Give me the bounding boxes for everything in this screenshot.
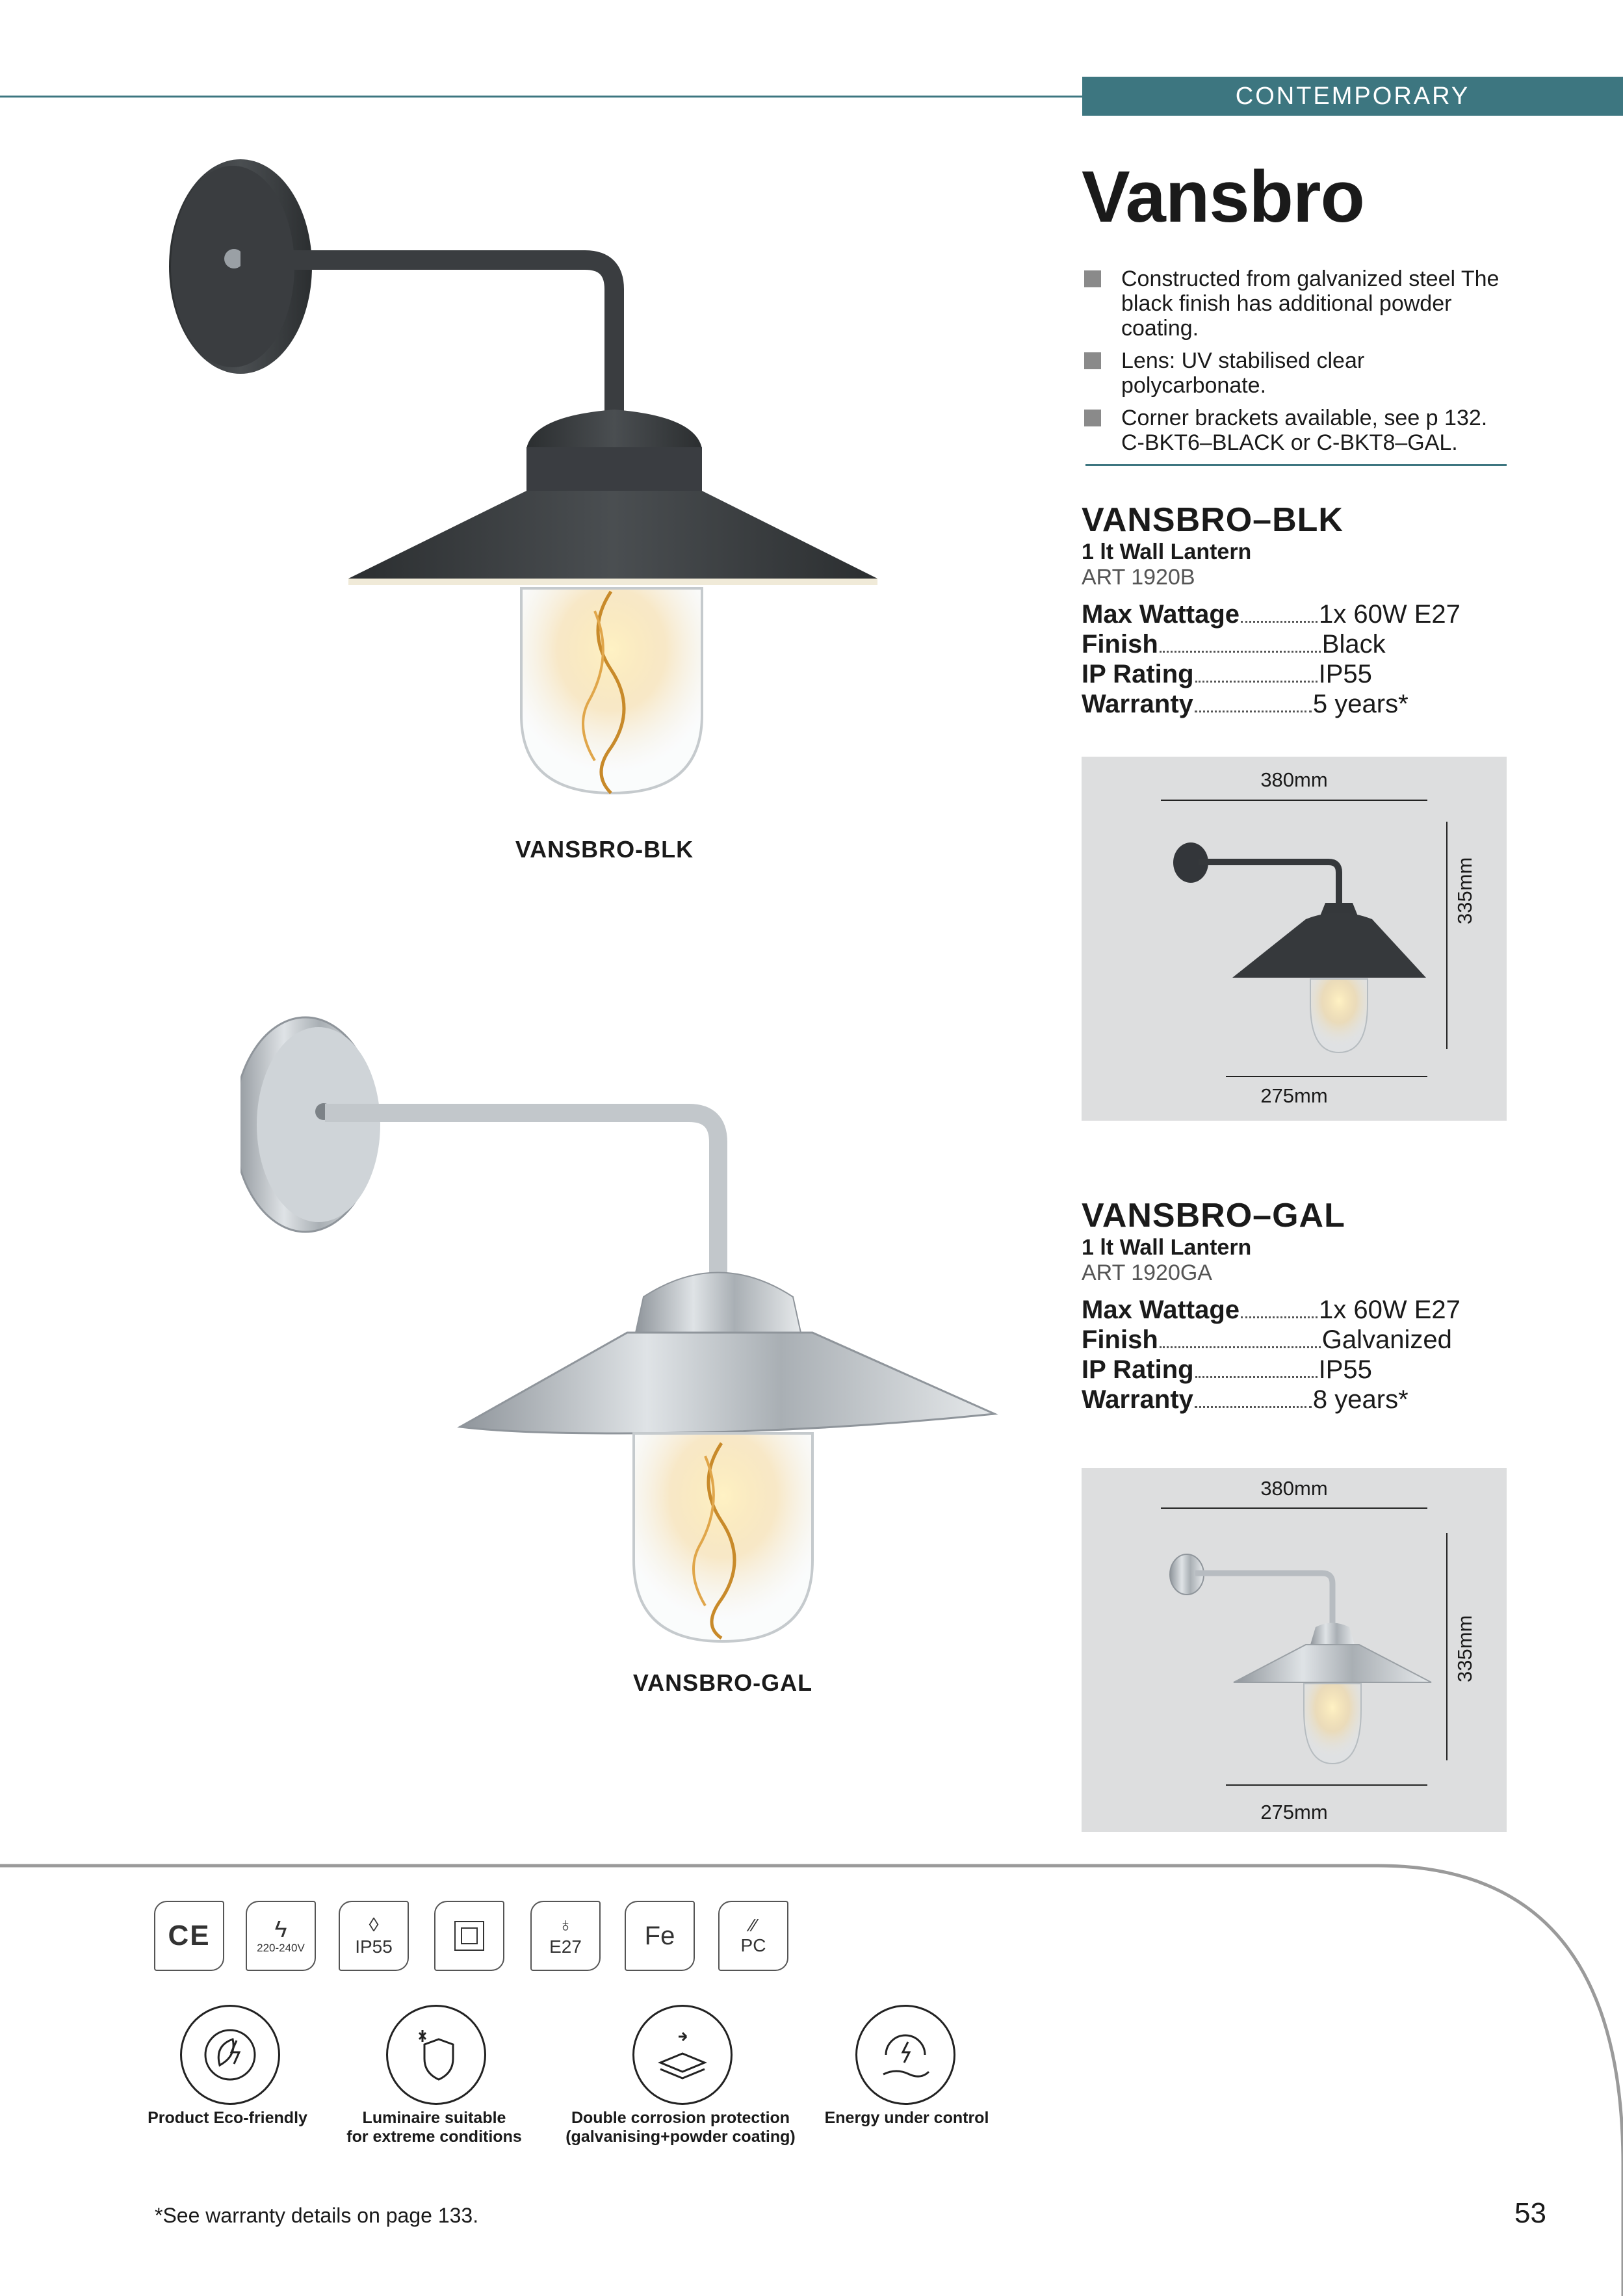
- category-tag: CONTEMPORARY: [1082, 77, 1623, 116]
- page-number: 53: [1514, 2197, 1546, 2229]
- iron-badge: Fe: [625, 1901, 695, 1971]
- eco-friendly-icon: [180, 2005, 280, 2105]
- product-gal-specs: [1082, 1295, 1472, 1415]
- spec-row: IP Rating IP55: [1082, 660, 1372, 688]
- bullet-square-icon: [1084, 352, 1101, 369]
- energy-control-icon: [855, 2005, 955, 2105]
- bullet-square-icon: [1084, 410, 1101, 426]
- extreme-conditions-label: Luminaire suitable for extreme conditions: [346, 2109, 522, 2146]
- feature-item: Corner brackets available, see p 132. C-BKT6–BLACK or C-BKT8–GAL.: [1082, 406, 1511, 455]
- dim-height-label: 335mm: [1453, 1615, 1476, 1682]
- corrosion-protection-label: Double corrosion protection (galvanising+powder coating): [565, 2109, 796, 2146]
- product-gal-caption: VANSBRO-GAL: [632, 1669, 813, 1696]
- product-blk-name: VANSBRO–BLK: [1082, 501, 1344, 539]
- lightning-icon: ϟ: [274, 1916, 287, 1942]
- spec-row: Max Wattage 1x 60W E27: [1082, 1296, 1461, 1324]
- spec-row: Warranty 8 years*: [1082, 1385, 1409, 1414]
- dim-width-label: 380mm: [1260, 768, 1328, 791]
- product-gal-image: [240, 1001, 1020, 1677]
- bulb-icon: ♁: [558, 1914, 573, 1936]
- e27-badge: ♁ E27: [530, 1901, 601, 1971]
- product-title: Vansbro: [1082, 156, 1364, 237]
- bullet-square-icon: [1084, 270, 1101, 287]
- product-blk-type: 1 lt Wall Lantern: [1082, 540, 1252, 564]
- dim-depth-label: 275mm: [1260, 1801, 1328, 1823]
- feature-list: [1082, 267, 1511, 463]
- eco-friendly-label: Product Eco-friendly: [148, 2109, 307, 2127]
- product-blk-image: [130, 143, 910, 832]
- product-blk-block: [1082, 501, 1472, 719]
- voltage-badge: ϟ 220-240V: [246, 1901, 316, 1971]
- product-blk-art: ART 1920B: [1082, 565, 1195, 590]
- product-blk-dimension-diagram: [1082, 757, 1507, 1121]
- corrosion-protection-icon: [632, 2005, 733, 2105]
- spec-row: Finish Galvanized: [1082, 1325, 1452, 1354]
- product-blk-specs: [1082, 599, 1472, 719]
- spec-row: IP Rating IP55: [1082, 1355, 1372, 1384]
- class-two-badge: [434, 1901, 504, 1971]
- product-gal-name: VANSBRO–GAL: [1082, 1197, 1345, 1234]
- feature-item: Lens: UV stabilised clear polycarbonate.: [1082, 348, 1511, 398]
- ip-rating-badge: ◊ IP55: [339, 1901, 409, 1971]
- feature-item: Constructed from galvanized steel The black finish has additional powder coating.: [1082, 267, 1511, 341]
- dim-height-label: 335mm: [1453, 857, 1476, 924]
- spec-row: Warranty 5 years*: [1082, 690, 1409, 718]
- product-blk-caption: VANSBRO-BLK: [515, 836, 694, 863]
- ce-mark-badge: CE: [154, 1901, 224, 1971]
- section-divider: [1085, 464, 1507, 466]
- polycarbonate-badge: ⁄⁄ PC: [718, 1901, 788, 1971]
- energy-control-label: Energy under control: [824, 2109, 989, 2127]
- warranty-footnote: *See warranty details on page 133.: [155, 2204, 479, 2227]
- product-gal-type: 1 lt Wall Lantern: [1082, 1235, 1252, 1260]
- header-rule: [0, 96, 1082, 98]
- double-insulation-icon: [454, 1920, 485, 1951]
- dim-depth-label: 275mm: [1260, 1084, 1328, 1107]
- pen-icon: ⁄⁄: [750, 1915, 757, 1935]
- product-gal-dimension-diagram: [1082, 1468, 1507, 1832]
- extreme-conditions-icon: [386, 2005, 486, 2105]
- spec-row: Finish Black: [1082, 630, 1386, 659]
- water-drop-icon: ◊: [369, 1914, 379, 1936]
- spec-row: Max Wattage 1x 60W E27: [1082, 600, 1461, 629]
- product-gal-block: [1082, 1196, 1472, 1415]
- dim-width-label: 380mm: [1260, 1477, 1328, 1500]
- product-gal-art: ART 1920GA: [1082, 1260, 1212, 1285]
